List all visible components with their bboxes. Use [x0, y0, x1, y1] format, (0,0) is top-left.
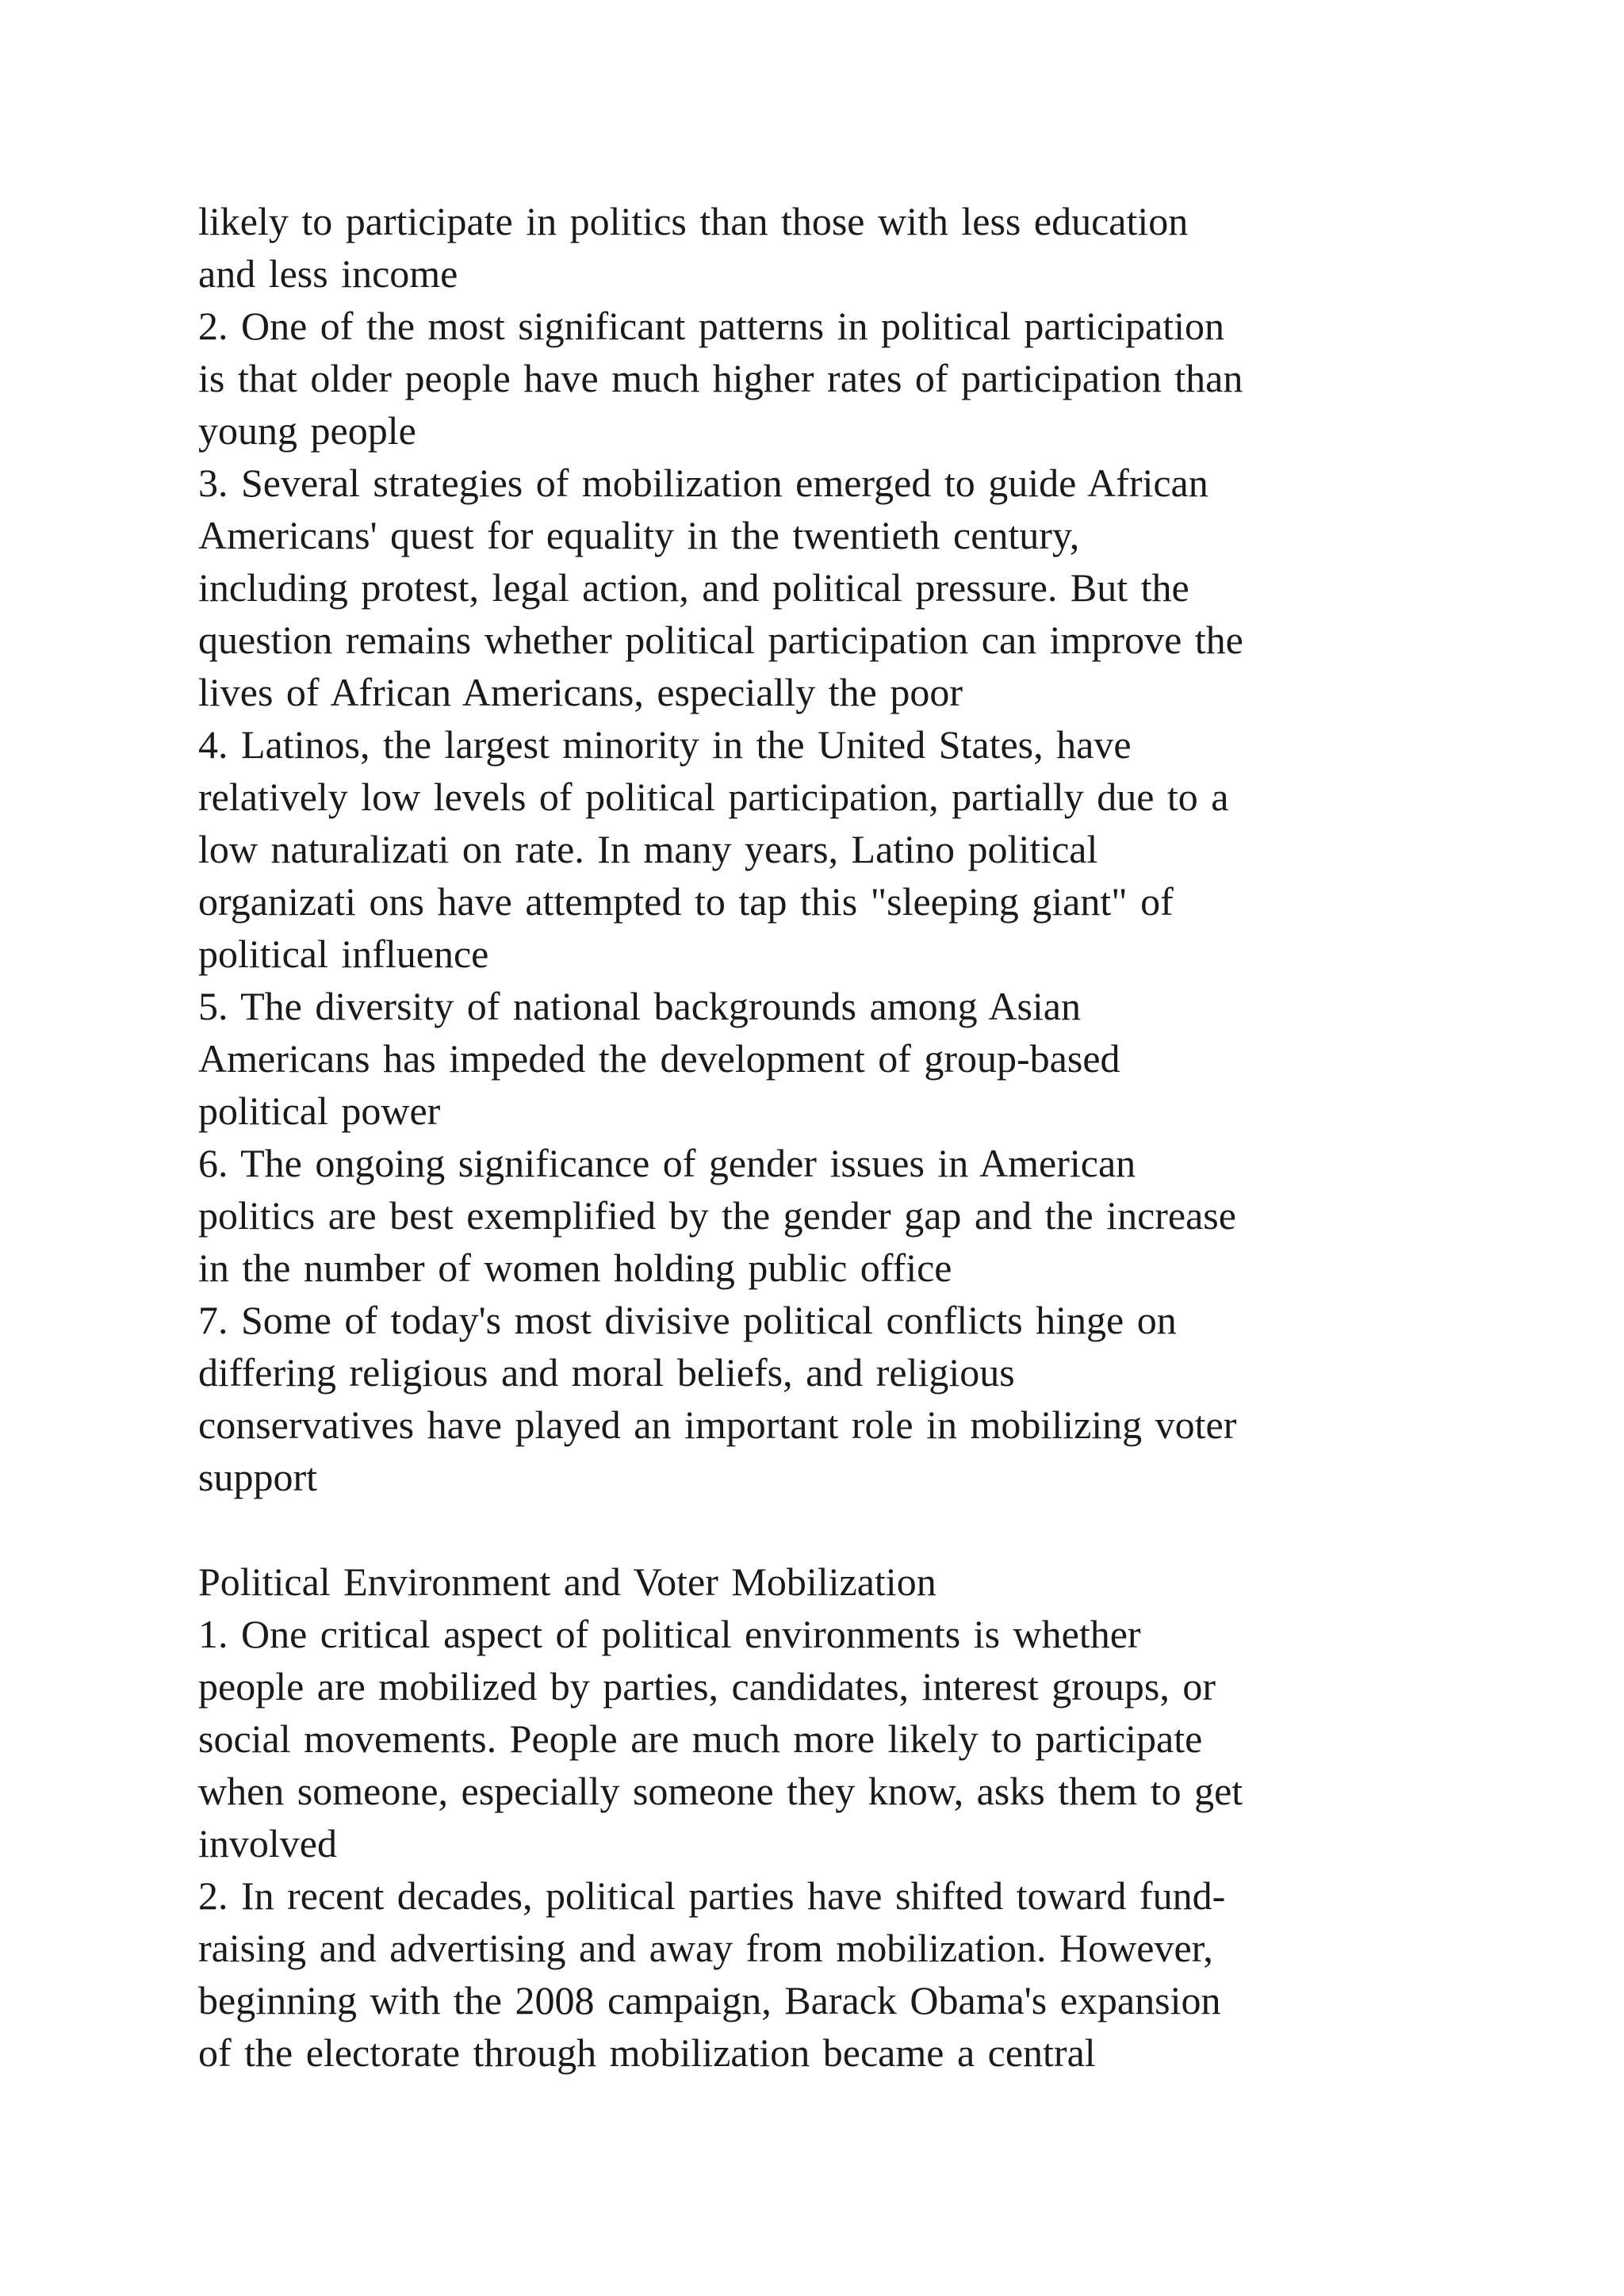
text-line: organizati ons have attempted to tap this "sleeping giant" of — [198, 879, 1174, 924]
text-line: of the electorate through mobilization became a central — [198, 2030, 1096, 2075]
text-line: 2. In recent decades, political parties have shifted toward fund- — [198, 1873, 1226, 1918]
text-line: 2. One of the most significant patterns in political participation — [198, 304, 1225, 348]
text-line: likely to participate in politics than those with less education — [198, 199, 1189, 243]
document-body — [198, 195, 1483, 2079]
text-line: political influence — [198, 932, 489, 976]
text-line: 1. One critical aspect of political environments is whether — [198, 1612, 1141, 1656]
text-line: support — [198, 1455, 317, 1499]
text-line: question remains whether political participation can improve the — [198, 618, 1243, 662]
text-line: politics are best exemplified by the gender gap and the increase — [198, 1193, 1236, 1238]
text-line: young people — [198, 408, 416, 453]
text-line: in the number of women holding public office — [198, 1246, 952, 1290]
text-line: 6. The ongoing significance of gender issues in American — [198, 1141, 1136, 1185]
text-line: Americans' quest for equality in the twentieth century, — [198, 513, 1080, 557]
text-line: social movements. People are much more likely to participate — [198, 1716, 1203, 1761]
text-line: 5. The diversity of national backgrounds among Asian — [198, 984, 1081, 1028]
text-line: conservatives have played an important role in mobilizing voter — [198, 1402, 1237, 1447]
text-line: 3. Several strategies of mobilization emerged to guide African — [198, 461, 1208, 505]
text-line: beginning with the 2008 campaign, Barack Obama's expansion — [198, 1978, 1221, 2022]
text-line: involved — [198, 1821, 337, 1866]
text-line: 7. Some of today's most divisive political conflicts hinge on — [198, 1298, 1177, 1342]
text-line: relatively low levels of political participation, partially due to a — [198, 775, 1229, 819]
text-line: raising and advertising and away from mobilization. However, — [198, 1926, 1213, 1970]
text-line: Americans has impeded the development of group-based — [198, 1036, 1120, 1081]
text-line: including protest, legal action, and political pressure. But the — [198, 565, 1189, 610]
section-heading: Political Environment and Voter Mobilization — [198, 1559, 936, 1604]
text-line: 4. Latinos, the largest minority in the United States, have — [198, 722, 1132, 767]
text-line: differing religious and moral beliefs, and religious — [198, 1350, 1015, 1395]
text-line: is that older people have much higher rates of participation than — [198, 356, 1243, 400]
text-line: political power — [198, 1089, 441, 1133]
text-line: lives of African Americans, especially the poor — [198, 670, 963, 714]
paragraph-spacer — [198, 1503, 1483, 1556]
text-line: when someone, especially someone they know, asks them to get — [198, 1769, 1243, 1813]
text-line: low naturalizati on rate. In many years, Latino political — [198, 827, 1098, 871]
text-line: and less income — [198, 251, 458, 296]
text-line: people are mobilized by parties, candidates, interest groups, or — [198, 1664, 1216, 1709]
